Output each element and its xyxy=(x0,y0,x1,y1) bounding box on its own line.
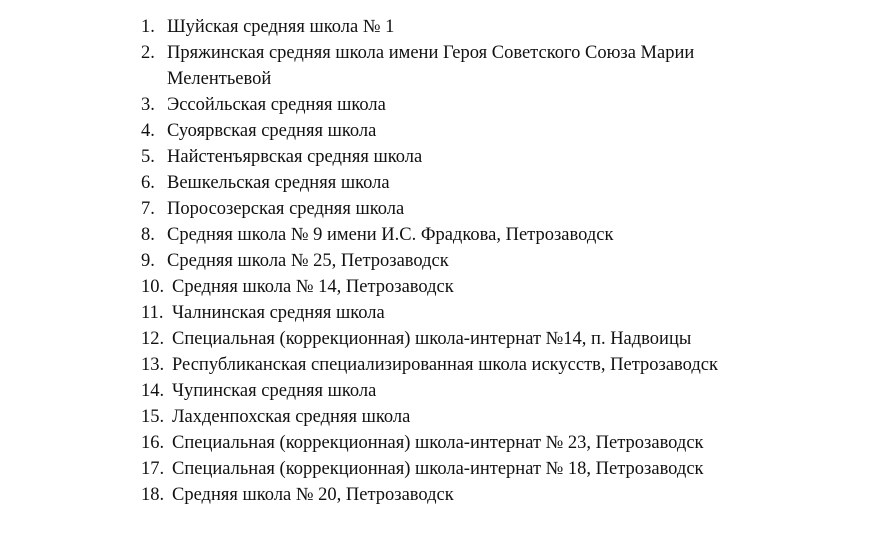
list-item xyxy=(0,456,870,482)
list-item-number: 13. xyxy=(141,355,165,375)
list-item-number: 7. xyxy=(141,199,155,219)
list-item-text: Средняя школа № 20, Петрозаводск xyxy=(172,485,454,505)
list-item-text: Специальная (коррекционная) школа-интернат № 18, Петрозаводск xyxy=(172,459,704,479)
list-item xyxy=(0,14,870,40)
list-item-number: 3. xyxy=(141,95,155,115)
list-item xyxy=(0,300,870,326)
list-item-number: 14. xyxy=(141,381,165,401)
list-item xyxy=(0,92,870,118)
list-item xyxy=(0,274,870,300)
list-item-text: Шуйская средняя школа № 1 xyxy=(167,17,395,37)
list-item xyxy=(0,430,870,456)
list-item-number: 18. xyxy=(141,485,165,505)
list-item-number: 17. xyxy=(141,459,165,479)
list-item-number: 15. xyxy=(141,407,165,427)
list-item-text: Пряжинская средняя школа имени Героя Советского Союза Марии Мелентьевой xyxy=(167,43,695,89)
list-item-text: Средняя школа № 25, Петрозаводск xyxy=(167,251,449,271)
list-item-text: Чупинская средняя школа xyxy=(172,381,377,401)
list-item-text: Чалнинская средняя школа xyxy=(172,303,385,323)
list-item-number: 2. xyxy=(141,43,155,63)
list-item-number: 5. xyxy=(141,147,155,167)
school-list xyxy=(0,14,870,508)
list-item-text: Суоярвская средняя школа xyxy=(167,121,377,141)
list-item xyxy=(0,482,870,508)
list-item-number: 1. xyxy=(141,17,155,37)
list-item-number: 8. xyxy=(141,225,155,245)
list-item-number: 12. xyxy=(141,329,165,349)
list-item-number: 9. xyxy=(141,251,155,271)
list-item xyxy=(0,352,870,378)
list-item-text: Специальная (коррекционная) школа-интернат № 23, Петрозаводск xyxy=(172,433,704,453)
list-item-text: Лахденпохская средняя школа xyxy=(172,407,411,427)
list-item xyxy=(0,118,870,144)
list-item-number: 4. xyxy=(141,121,155,141)
list-item xyxy=(0,170,870,196)
list-item-number: 10. xyxy=(141,277,165,297)
list-item-text: Поросозерская средняя школа xyxy=(167,199,405,219)
list-item-number: 6. xyxy=(141,173,155,193)
list-item xyxy=(0,378,870,404)
list-item-number: 16. xyxy=(141,433,165,453)
list-item-text: Республиканская специализированная школа искусств, Петрозаводск xyxy=(172,355,718,375)
list-item xyxy=(0,248,870,274)
document-page xyxy=(0,14,870,508)
list-item xyxy=(0,40,870,92)
list-item-text: Средняя школа № 9 имени И.С. Фрадкова, Петрозаводск xyxy=(167,225,614,245)
list-item-text: Найстенъярвская средняя школа xyxy=(167,147,423,167)
list-item-text: Средняя школа № 14, Петрозаводск xyxy=(172,277,454,297)
list-item-text: Эссойльская средняя школа xyxy=(167,95,386,115)
list-item-text: Специальная (коррекционная) школа-интернат №14, п. Надвоицы xyxy=(172,329,692,349)
list-item xyxy=(0,196,870,222)
list-item xyxy=(0,144,870,170)
list-item-text: Вешкельская средняя школа xyxy=(167,173,390,193)
list-item xyxy=(0,222,870,248)
list-item xyxy=(0,404,870,430)
list-item-number: 11. xyxy=(141,303,164,323)
list-item xyxy=(0,326,870,352)
